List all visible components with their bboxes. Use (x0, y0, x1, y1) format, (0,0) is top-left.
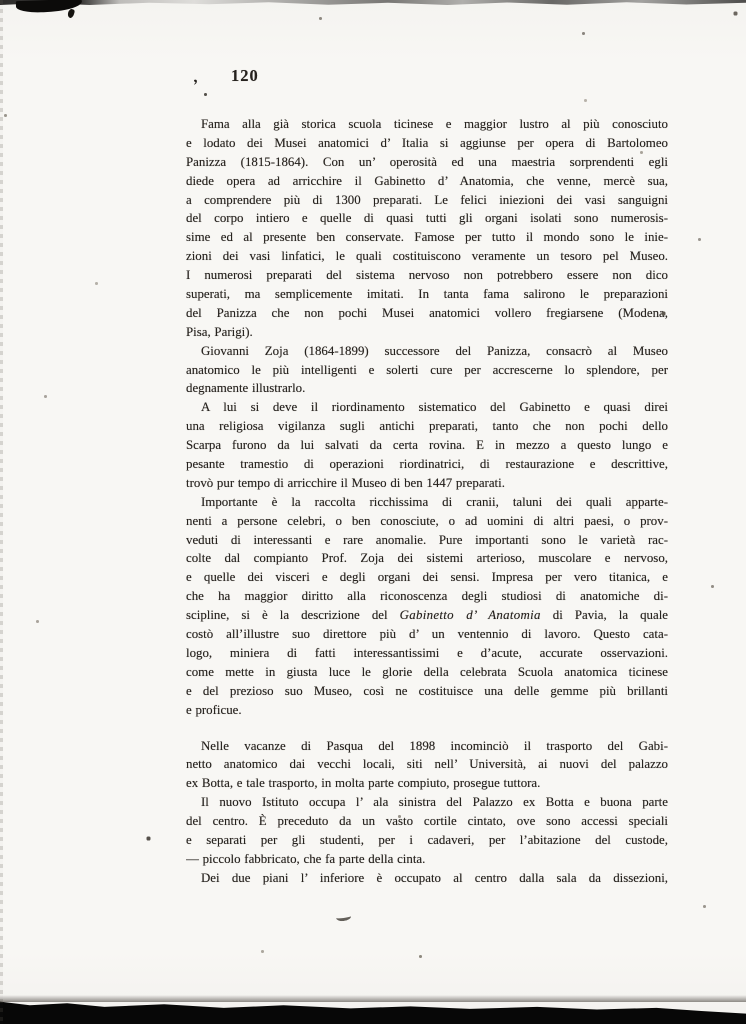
paragraph (186, 869, 668, 888)
text-line: anatomico le più intelligenti e solerti cure per accrescerne lo splendore, per (186, 362, 668, 377)
text-line: netto anatomico dai vecchi locali, siti nell’ Università, ai nuovi del palazzo (186, 757, 668, 772)
text-line: nenti a persone celebri, o ben conosciute, o ad uomini di altri paesi, o prov- (186, 513, 668, 528)
text-line: del Panizza che non pochi Musei anatomici vollero fregiarsene (Modena, (186, 305, 668, 320)
text-line: trovò pur tempo di arricchire il Museo di ben 1447 preparati. (186, 475, 505, 490)
text-line: zioni dei vasi linfatici, le quali costituiscono veramente un tesoro pel Museo. (186, 249, 668, 264)
paragraph (186, 737, 668, 794)
text-line: come mette in giusta luce le glorie della celebrata Scuola anatomica ticinese (186, 664, 668, 679)
text-line: Dei due piani l’ inferiore è occupato al centro dalla sala da dissezioni, (201, 870, 668, 885)
text-line: a comprendere più di 1300 preparati. Le felici iniezioni dei vasi sanguigni (186, 192, 668, 207)
text-line: Importante è la raccolta ricchissima di cranii, taluni dei quali apparte- (201, 494, 668, 509)
text-line: sime ed al presente ben conservate. Famose per tutto il mondo sono le inie- (186, 230, 668, 245)
text-line: costò all’illustre suo direttore più d’ un ventennio di lavoro. Questo cata- (186, 627, 668, 642)
text-line: e del prezioso suo Museo, così ne costituisce una delle gemme più brillanti (186, 683, 668, 698)
text-line: e proficue. (186, 702, 242, 717)
text-line: Il nuovo Istituto occupa l’ ala sinistra del Palazzo ex Botta e buona parte (201, 795, 668, 810)
text-line: pesante tramestio di operazioni riordinatrici, di restaurazione e descrittive, (186, 457, 668, 472)
text-line: logo, miniera di fatti interessantissimi e d’acute, accurate osservazioni. (186, 645, 668, 660)
paragraph (186, 115, 668, 342)
scan-artifact-bottom-shade (0, 995, 746, 1002)
text-line: — piccolo fabbricato, che fa parte della cinta. (186, 851, 426, 866)
text-line: Panizza (1815-1864). Con un’ operosità ed una maestria sorprendenti egli (186, 154, 668, 169)
paragraph (186, 342, 668, 399)
page-number: 120 (231, 66, 259, 85)
ink-smudge-small (336, 912, 352, 922)
text-line: e quelle dei visceri e degli organi dei sensi. Impresa per vero titanica, e (186, 570, 668, 585)
text-line: e separati per gli studenti, per i cadaveri, per l’abitazione del custode, (186, 832, 668, 847)
paragraph (186, 398, 668, 492)
ink-blob-tail (67, 8, 75, 18)
text-line: una religiosa vigilanza sugli antichi preparati, tanto che non pochi dello (186, 419, 668, 434)
text-line: Giovanni Zoja (1864-1899) successore del Panizza, consacrò al Museo (201, 343, 668, 358)
text-line: degnamente illustrarlo. (186, 381, 306, 396)
scan-artifact-top-edge (0, 0, 746, 5)
text-line: superati, ma semplicemente imitati. In tanta fama salirono le preparazioni (186, 287, 668, 302)
text-line: del centro. È preceduto da un vasto cortile cintato, ove sono accessi speciali (186, 814, 668, 829)
ink-smudge-comma: , (191, 68, 199, 87)
paragraph (186, 493, 668, 720)
text-line: Nelle vacanze di Pasqua del 1898 incominciò il trasporto del Gabi- (201, 738, 668, 753)
text-line: Fama alla già storica scuola ticinese e maggior lustro al più conosciuto (201, 117, 668, 131)
scan-artifact-left-edge (0, 0, 3, 1024)
text-line: scipline, si è la descrizione del Gabinetto d’ Anatomia di Pavia, la quale (186, 608, 668, 623)
text-line: A lui si deve il riordinamento sistematico del Gabinetto e quasi direi (201, 400, 668, 415)
text-line: diede opera ad arricchire il Gabinetto d’ Anatomia, che venne, mercè sua, (186, 173, 668, 188)
text-block (186, 115, 668, 888)
text-line: Scarpa furono da lui salvati da certa rovina. E in mezzo a questo lungo e (186, 438, 668, 453)
text-line: e lodato dei Musei anatomici d’ Italia si aggiunse per opera di Bartolomeo (186, 135, 668, 150)
text-line: che ha maggior diritto alla riconoscenza degli studiosi di anatomiche di- (186, 589, 668, 604)
text-line: del corpo intiero e quelle di quasi tutti gli organi isolati sono numerosis- (186, 211, 668, 226)
text-line: I numerosi preparati del sistema nervoso non potrebbero essere non dico (186, 268, 668, 283)
text-line: veduti di interessanti e rare anomalie. Pure importanti sono le varietà rac- (186, 532, 668, 547)
text-line: ex Botta, e tale trasporto, in molta parte compiuto, prosegue tuttora. (186, 776, 541, 791)
text-line: colte dal compianto Prof. Zoja dei sistemi arterioso, muscolare e nervoso, (186, 551, 668, 566)
text-line: Pisa, Parigi). (186, 324, 253, 339)
paragraph (186, 793, 668, 869)
